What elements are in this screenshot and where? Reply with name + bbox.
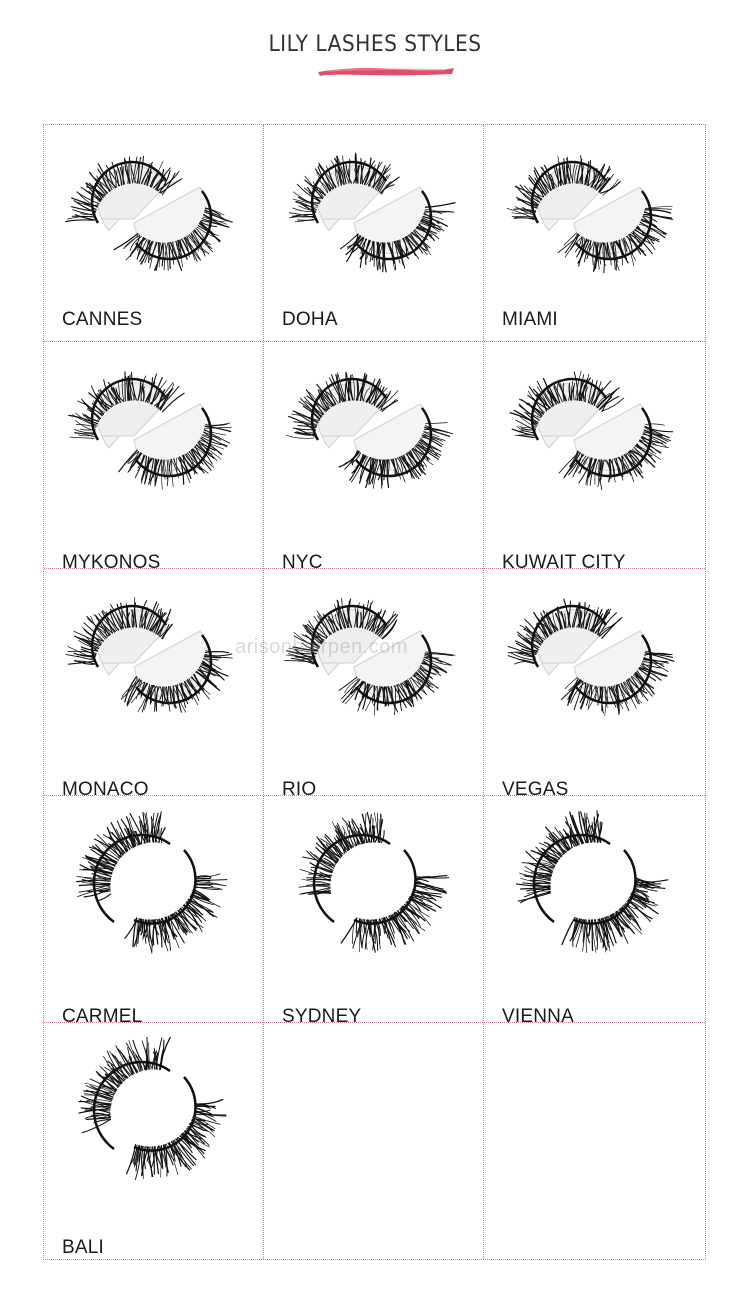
lash-style-card bbox=[484, 796, 705, 1027]
eyelash-image bbox=[494, 583, 694, 743]
eyelash-image bbox=[494, 810, 694, 970]
lash-style-card bbox=[44, 1023, 263, 1259]
style-name-label: VEGAS bbox=[502, 779, 569, 800]
lash-style-card bbox=[264, 569, 483, 800]
style-name-label: SYDNEY bbox=[282, 1006, 362, 1027]
style-name-label: MIAMI bbox=[502, 309, 558, 330]
style-name-label: MONACO bbox=[62, 779, 149, 800]
eyelash-image bbox=[54, 139, 254, 299]
lash-style-card bbox=[264, 342, 483, 573]
style-name-label: VIENNA bbox=[502, 1006, 574, 1027]
eyelash-image bbox=[54, 1037, 254, 1197]
eyelash-image bbox=[494, 356, 694, 516]
eyelash-image bbox=[54, 356, 254, 516]
lash-style-card bbox=[484, 569, 705, 800]
style-name-label: KUWAIT CITY bbox=[502, 552, 626, 573]
page-title: LILY LASHES STYLES bbox=[268, 32, 482, 57]
eyelash-image bbox=[494, 139, 694, 299]
lash-style-card bbox=[44, 342, 263, 573]
brush-stroke-decoration bbox=[316, 64, 456, 78]
style-name-label: NYC bbox=[282, 552, 323, 573]
lash-style-card bbox=[44, 569, 263, 800]
lash-style-card bbox=[484, 342, 705, 573]
lash-style-card bbox=[44, 796, 263, 1027]
eyelash-image bbox=[274, 139, 474, 299]
eyelash-image bbox=[54, 583, 254, 743]
lash-style-card bbox=[264, 796, 483, 1027]
style-name-label: CARMEL bbox=[62, 1006, 143, 1027]
style-name-label: RIO bbox=[282, 779, 317, 800]
style-name-label: MYKONOS bbox=[62, 552, 161, 573]
eyelash-image bbox=[274, 583, 474, 743]
eyelash-image bbox=[54, 810, 254, 970]
lash-style-card bbox=[484, 125, 705, 341]
style-name-label: BALI bbox=[62, 1237, 104, 1258]
style-name-label: DOHA bbox=[282, 309, 338, 330]
lash-style-card bbox=[264, 125, 483, 341]
eyelash-image bbox=[274, 810, 474, 970]
eyelash-image bbox=[274, 356, 474, 516]
style-name-label: CANNES bbox=[62, 309, 143, 330]
lash-styles-grid bbox=[43, 124, 706, 1260]
lash-style-card bbox=[44, 125, 263, 341]
watermark: arisonhairpen.com bbox=[235, 636, 409, 658]
